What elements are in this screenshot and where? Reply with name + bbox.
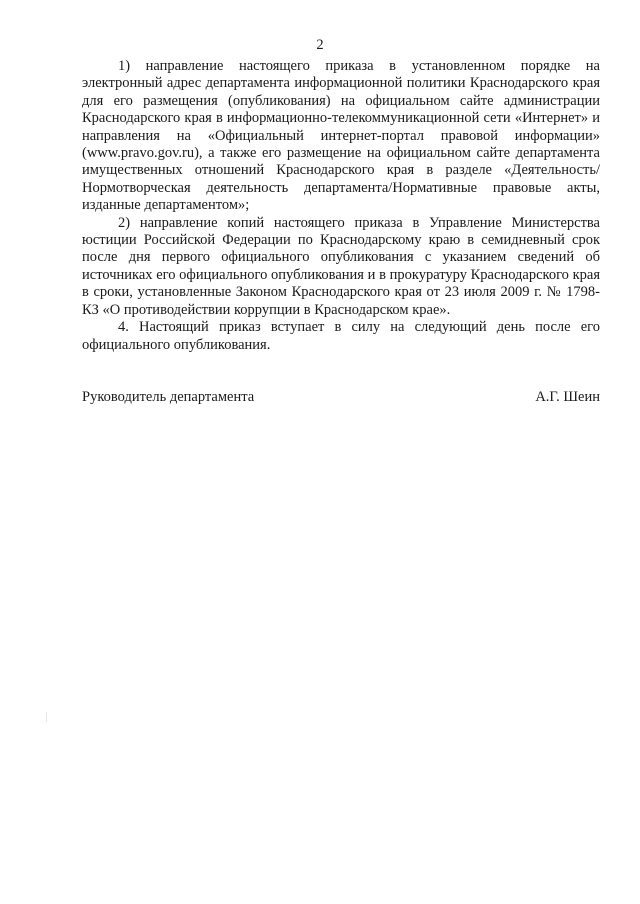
scan-artifact bbox=[46, 712, 47, 722]
document-body bbox=[82, 58, 600, 354]
page-number: 2 bbox=[316, 37, 324, 53]
signature-block bbox=[82, 388, 600, 406]
signatory-position: Руководитель департамента bbox=[82, 389, 255, 405]
paragraph-publication-sites: 1) направление настоящего приказа в установленном порядке на электронный адрес департамента информационной политики Краснодарского края для его размещения (опубликования) на официальном сайте администрации Краснодарского края в информационно-телекоммуникационной сети «Интернет» и направления на «Официальный интернет-портал правовой информации» (www.pravo.gov.ru), а также его размещение на официальном сайте департамента имущественных отношений Краснодарского края в разделе «Деятельность/Нормотворческая деятельность департамента/Нормативные правовые акты, изданные департаментом»; bbox=[82, 58, 600, 214]
signatory-name: А.Г. Шеин bbox=[535, 389, 600, 405]
paragraph-effective-date: 4. Настоящий приказ вступает в силу на следующий день после его официального опубликования. bbox=[82, 319, 600, 353]
paragraph-ministry-copies: 2) направление копий настоящего приказа в Управление Министерства юстиции Российской Федерации по Краснодарскому краю в семидневный срок после дня первого официального опубликования с указанием сведений об источниках его официального опубликования и в прокуратуру Краснодарского края в сроки, установленные Законом Краснодарского края от 23 июля 2009 г. № 1798-КЗ «О противодействии коррупции в Краснодарском крае». bbox=[82, 214, 600, 318]
